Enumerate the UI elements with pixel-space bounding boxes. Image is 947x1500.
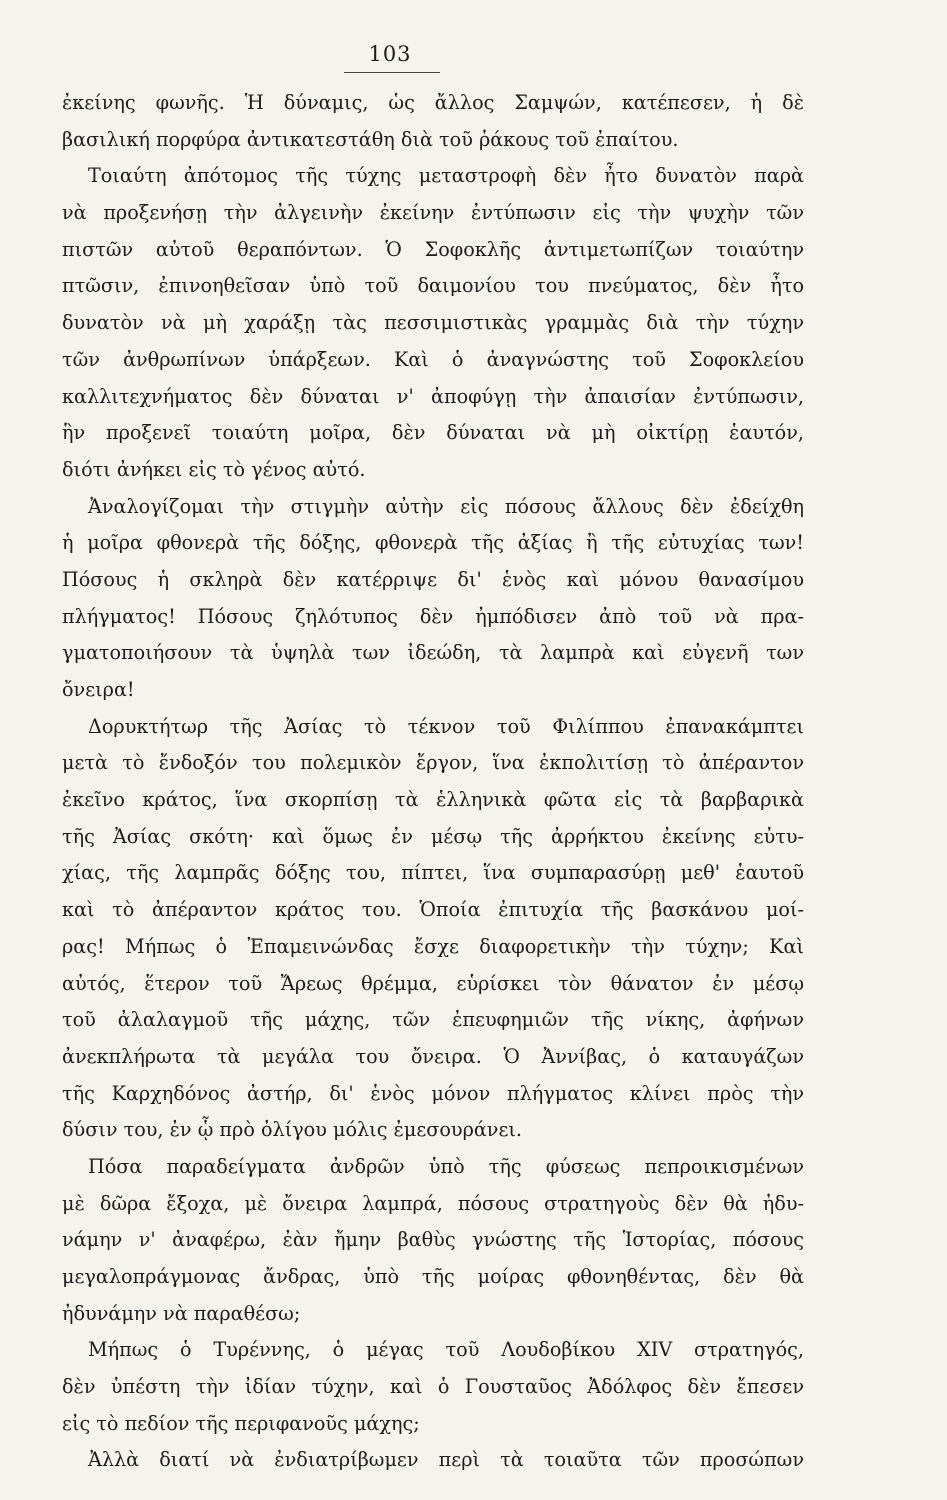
text-line: τῶν ἀνθρωπίνων ὑπάρξεων. Καὶ ὁ ἀναγνώστης τοῦ Σοφοκλείου: [62, 347, 804, 371]
text-line: πλήγματος! Πόσους ζηλότυπος δὲν ἠμπόδισεν ἀπὸ τοῦ νὰ πρα-: [62, 604, 804, 628]
text-line: ἣν προξενεῖ τοιαύτη μοῖρα, δὲν δύναται νὰ μὴ οἰκτίρῃ ἑαυτόν,: [62, 421, 804, 445]
text-line: ἠδυνάμην νὰ παραθέσω;: [62, 1301, 301, 1325]
paragraph: [62, 158, 804, 488]
page-number: 103: [368, 42, 412, 66]
text-line: πτῶσιν, ἐπινοηθεῖσαν ὑπὸ τοῦ δαιμονίου του πνεύματος, δὲν ἦτο: [62, 274, 804, 298]
paragraph: [62, 1442, 804, 1479]
paragraph: [62, 85, 804, 158]
text-line: πιστῶν αὐτοῦ θεραπόντων. Ὁ Σοφοκλῆς ἀντιμετωπίζων τοιαύτην: [62, 237, 804, 261]
paragraph: [62, 489, 804, 709]
text-line: διότι ἀνήκει εἰς τὸ γένος αὐτό.: [62, 457, 366, 481]
text-line: ἐκείνης φωνῆς. Ἡ δύναμις, ὡς ἄλλος Σαμψών, κατέπεσεν, ἡ δὲ: [62, 91, 804, 114]
text-line: δυνατὸν νὰ μὴ χαράξῃ τὰς πεσσιμιστικὰς γραμμὰς διὰ τὴν τύχην: [62, 311, 804, 335]
text-line: μεγαλοπράγμονας ἄνδρας, ὑπὸ τῆς μοίρας φθονηθέντας, δὲν θὰ: [62, 1265, 804, 1288]
text-line: ἀνεκπλήρωτα τὰ μεγάλα του ὄνειρα. Ὁ Ἀννίβας, ὁ καταυγάζων: [62, 1044, 804, 1068]
text-line: βασιλική πορφύρα ἀντικατεστάθη διὰ τοῦ ῥάκους τοῦ ἐπαίτου.: [62, 127, 679, 151]
text-line: δὲν ὑπέστη τὴν ἰδίαν τύχην, καὶ ὁ Γουσταῦος Ἀδόλφος δὲν ἔπεσεν: [62, 1375, 804, 1399]
text-line: μὲ δῶρα ἔξοχα, μὲ ὄνειρα λαμπρά, πόσους στρατηγοὺς δὲν θὰ ἠδυ-: [62, 1191, 804, 1215]
text-line: τοῦ ἀλαλαγμοῦ τῆς μάχης, τῶν ἐπευφημιῶν τῆς νίκης, ἀφήνων: [62, 1008, 804, 1032]
text-line: αὐτός, ἕτερον τοῦ Ἄρεως θρέμμα, εὑρίσκει τὸν θάνατον ἐν μέσῳ: [62, 971, 804, 995]
text-line: Πόσους ἡ σκληρὰ δὲν κατέρριψε δι' ἑνὸς καὶ μόνου θανασίμου: [62, 567, 804, 591]
page-number-rule: [344, 72, 440, 73]
text-line: Ἀλλὰ διατί νὰ ἐνδιατρίβωμεν περὶ τὰ τοιαῦτα τῶν προσώπων: [88, 1448, 804, 1472]
text-line: καὶ τὸ ἀπέραντον κράτος του. Ὁποία ἐπιτυχία τῆς βασκάνου μοί-: [62, 898, 804, 922]
text-line: καλλιτεχνήματος δὲν δύναται ν' ἀποφύγῃ τὴν ἀπαισίαν ἐντύπωσιν,: [62, 384, 804, 408]
text-line: ρας! Μήπως ὁ Ἐπαμεινώνδας ἔσχε διαφορετικὴν τὴν τύχην; Καὶ: [62, 934, 804, 958]
text-line: ἡ μοῖρα φθονερὰ τῆς δόξης, φθονερὰ τῆς ἀξίας ἢ τῆς εὐτυχίας των!: [62, 531, 804, 555]
text-line: γματοποιήσουν τὰ ὑψηλὰ των ἰδεώδη, τὰ λαμπρὰ καὶ εὐγενῆ των: [62, 641, 804, 665]
text-line: νὰ προξενήσῃ τὴν ἀλγεινὴν ἐκείνην ἐντύπωσιν εἰς τὴν ψυχὴν τῶν: [62, 201, 804, 225]
text-line: ἐκεῖνο κράτος, ἵνα σκορπίσῃ τὰ ἑλληνικὰ φῶτα εἰς τὰ βαρβαρικὰ: [62, 788, 804, 812]
text-line: μετὰ τὸ ἔνδοξόν του πολεμικὸν ἔργον, ἵνα ἐκπολιτίσῃ τὸ ἀπέραντον: [62, 751, 804, 775]
paragraph: [62, 1149, 804, 1332]
text-line: Μήπως ὁ Τυρέννης, ὁ μέγας τοῦ Λουδοβίκου XIV στρατηγός,: [88, 1338, 804, 1362]
text-line: Τοιαύτη ἀπότομος τῆς τύχης μεταστροφὴ δὲν ἦτο δυνατὸν παρὰ: [88, 164, 804, 188]
paragraph: [62, 1332, 804, 1442]
text-line: Ἀναλογίζομαι τὴν στιγμὴν αὐτὴν εἰς πόσους ἄλλους δὲν ἐδείχθη: [88, 494, 804, 518]
text-line: τῆς Ἀσίας σκότη· καὶ ὅμως ἐν μέσῳ τῆς ἀρρήκτου ἐκείνης εὐτυ-: [62, 824, 804, 848]
paragraph: [62, 709, 804, 1149]
text-line: χίας, τῆς λαμπρᾶς δόξης του, πίπτει, ἵνα συμπαρασύρῃ μεθ' ἑαυτοῦ: [62, 861, 804, 885]
text-line: τῆς Καρχηδόνος ἀστήρ, δι' ἑνὸς μόνον πλήγματος κλίνει πρὸς τὴν: [62, 1081, 804, 1105]
text-line: ὄνειρα!: [62, 678, 135, 701]
text-line: Πόσα παραδείγματα ἀνδρῶν ὑπὸ τῆς φύσεως πεπροικισμένων: [88, 1154, 804, 1178]
text-line: Δορυκτήτωρ τῆς Ἀσίας τὸ τέκνον τοῦ Φιλίππου ἐπανακάμπτει: [88, 714, 804, 738]
text-line: νάμην ν' ἀναφέρω, ἐὰν ἤμην βαθὺς γνώστης τῆς Ἱστορίας, πόσους: [62, 1228, 804, 1252]
body-text: [62, 85, 804, 1479]
text-line: εἰς τὸ πεδίον τῆς περιφανοῦς μάχης;: [62, 1411, 420, 1435]
text-line: δύσιν του, ἐν ᾧ πρὸ ὀλίγου μόλις ἐμεσουράνει.: [62, 1118, 523, 1142]
